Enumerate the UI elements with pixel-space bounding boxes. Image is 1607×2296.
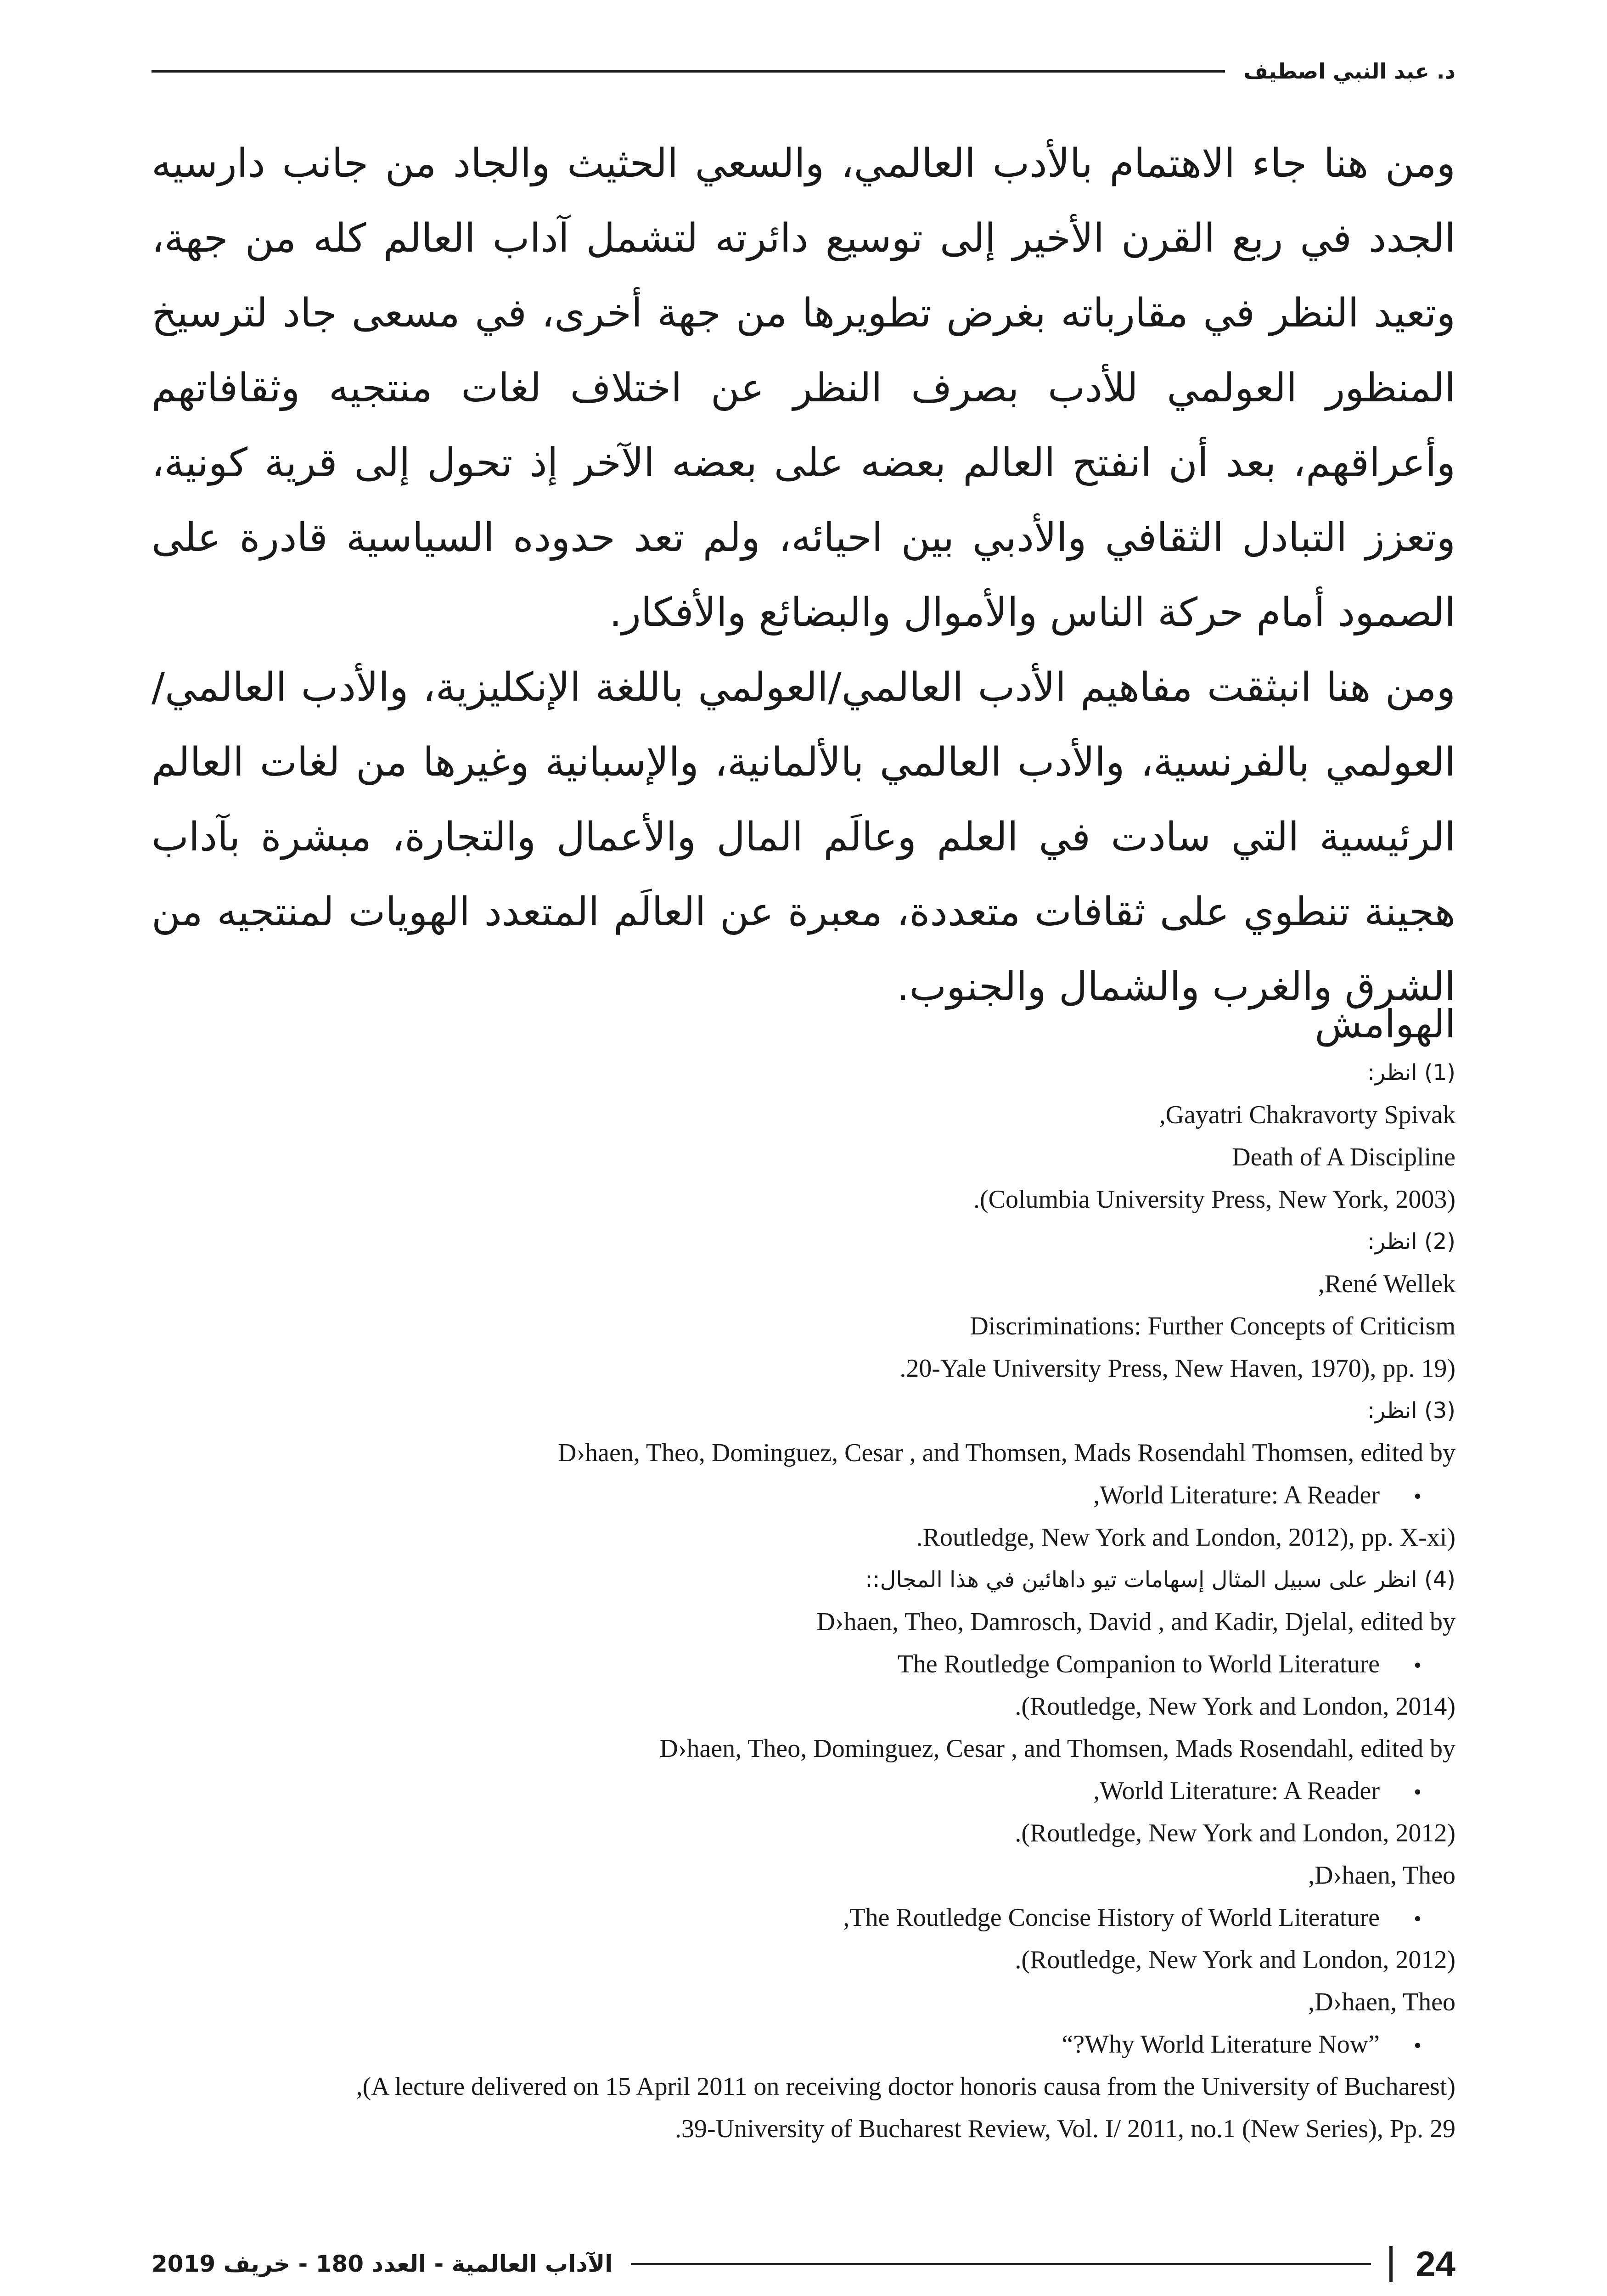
footnote-text: (3) انظر: (1367, 1398, 1455, 1424)
footnote-line (115, 1390, 1455, 1432)
footnote-line (115, 1812, 1455, 1854)
bullet-icon: • (1414, 1907, 1422, 1931)
footnote-line (115, 1094, 1455, 1136)
footnote-line (115, 1432, 1455, 1474)
footnotes (115, 1052, 1455, 2150)
footnote-text: (1) انظر: (1367, 1060, 1455, 1086)
footnote-text: .(Routledge, New York and London, 2014) (1015, 1692, 1455, 1721)
footnote-text: ,Gayatri Chakravorty Spivak (1159, 1101, 1455, 1129)
footnote-text: Discriminations: Further Concepts of Criticism (970, 1312, 1455, 1340)
footer-rule (631, 2263, 1371, 2265)
footnote-text: D›haen, Theo, Damrosch, David , and Kadir, Djelal, edited by (816, 1608, 1455, 1636)
footnote-text: “?Why World Literature Now” (1062, 2030, 1380, 2059)
footnote-text: .20-Yale University Press, New Haven, 1970), pp. 19) (899, 1354, 1455, 1383)
header-rule (152, 70, 1225, 73)
footer-year: 2019 (152, 2251, 216, 2277)
footnote-line (115, 1770, 1455, 1812)
footnote-text: D›haen, Theo, Dominguez, Cesar , and Thomsen, Mads Rosendahl Thomsen, edited by (558, 1439, 1455, 1467)
page-footer (152, 2239, 1455, 2289)
footnote-text: .(Columbia University Press, New York, 2003) (973, 1185, 1455, 1214)
footnote-line (115, 1052, 1455, 1094)
header-author: د. عبد النبي اصطيف (1243, 59, 1455, 84)
footnote-line (115, 1347, 1455, 1390)
footnote-line (115, 2108, 1455, 2150)
body-paragraph-1: ومن هنا جاء الاهتمام بالأدب العالمي، والسعي الحثيث والجاد من جانب دارسيه الجدد في ربع القرن الأخير إلى توسيع دائرته لتشمل آداب العالم كله من جهة، وتعيد النظر في مقارباته بغرض تطويرها من جهة أخرى، في مسعى جاد لترسيخ المنظور العولمي للأدب بصرف النظر عن اختلاف لغات منتجيه وثقافاتهم وأعراقهم، بعد أن انفتح العالم بعضه على بعضه الآخر إذ تحول إلى قرية كونية، وتعزز التبادل الثقافي والأدبي بين احيائه، ولم تعد حدوده السياسية قادرة على الصمود أمام حركة الناس والأموال والبضائع والأفكار. (152, 141, 1455, 636)
footnote-text: ,World Literature: A Reader (1093, 1777, 1380, 1805)
footnote-text: ,D›haen, Theo (1308, 1988, 1455, 2016)
footnote-line (115, 1305, 1455, 1347)
footnote-text: ,World Literature: A Reader (1093, 1481, 1380, 1509)
footnote-line (115, 1601, 1455, 1643)
footnote-line (115, 1643, 1455, 1685)
footnote-line (115, 1221, 1455, 1263)
bullet-icon: • (1414, 1653, 1422, 1677)
footnote-line (115, 1178, 1455, 1221)
footnote-text: .Routledge, New York and London, 2012), pp. X-xi) (916, 1523, 1455, 1552)
notes-heading: الهوامش (1315, 1002, 1455, 1047)
footnote-text: ,(A lecture delivered on 15 April 2011 on receiving doctor honoris causa from the University of Bucharest) (356, 2072, 1455, 2101)
footnote-line (115, 1896, 1455, 1939)
footnote-text: (2) انظر: (1367, 1229, 1455, 1255)
bullet-icon: • (1414, 1484, 1422, 1508)
footnote-line (115, 1728, 1455, 1770)
footnote-text: ,The Routledge Concise History of World Literature (843, 1903, 1380, 1932)
bullet-icon: • (1414, 1780, 1422, 1804)
footnote-line (115, 1854, 1455, 1896)
footnote-line (115, 2023, 1455, 2065)
footnote-line (115, 1939, 1455, 1981)
footnote-line (115, 1516, 1455, 1559)
footnote-text: ,D›haen, Theo (1308, 1861, 1455, 1890)
footer-separator (1389, 2246, 1393, 2282)
footnote-text: (4) انظر على سبيل المثال إسهامات تيو داهائين في هذا المجال:: (865, 1567, 1455, 1593)
footnote-text: D›haen, Theo, Dominguez, Cesar , and Thomsen, Mads Rosendahl, edited by (659, 1734, 1455, 1763)
page-number: 24 (1416, 2243, 1455, 2284)
footnote-text: The Routledge Companion to World Literature (897, 1650, 1380, 1678)
footnote-text: ,René Wellek (1318, 1270, 1455, 1298)
footnote-text: .(Routledge, New York and London, 2012) (1015, 1946, 1455, 1974)
footnote-text: .(Routledge, New York and London, 2012) (1015, 1819, 1455, 1847)
footnote-line (115, 1685, 1455, 1728)
footnote-text: Death of A Discipline (1232, 1143, 1455, 1171)
footnote-line (115, 1263, 1455, 1305)
article-body (152, 126, 1455, 1024)
bullet-icon: • (1414, 2033, 1422, 2058)
footer-issue (152, 2251, 612, 2277)
footer-journal: الآداب العالمية - العدد 180 - خريف (223, 2251, 613, 2277)
footnote-line (115, 2065, 1455, 2108)
running-header (152, 53, 1455, 90)
footnote-text: .39-University of Bucharest Review, Vol. I/ 2011, no.1 (New Series), Pp. 29 (675, 2115, 1455, 2143)
footnote-line (115, 1981, 1455, 2023)
footnote-line (115, 1474, 1455, 1516)
footnote-line (115, 1559, 1455, 1601)
footnote-line (115, 1136, 1455, 1178)
body-paragraph-2: ومن هنا انبثقت مفاهيم الأدب العالمي/العولمي باللغة الإنكليزية، والأدب العالمي/العولمي بالفرنسية، والأدب العالمي بالألمانية، والإسبانية وغيرها من لغات العالم الرئيسية التي سادت في العلم وعالَم المال والأعمال والتجارة، مبشرة بآداب هجينة تنطوي على ثقافات متعددة، معبرة عن العالَم المتعدد الهويات لمنتجيه من الشرق والغرب والشمال والجنوب. (152, 664, 1455, 1010)
